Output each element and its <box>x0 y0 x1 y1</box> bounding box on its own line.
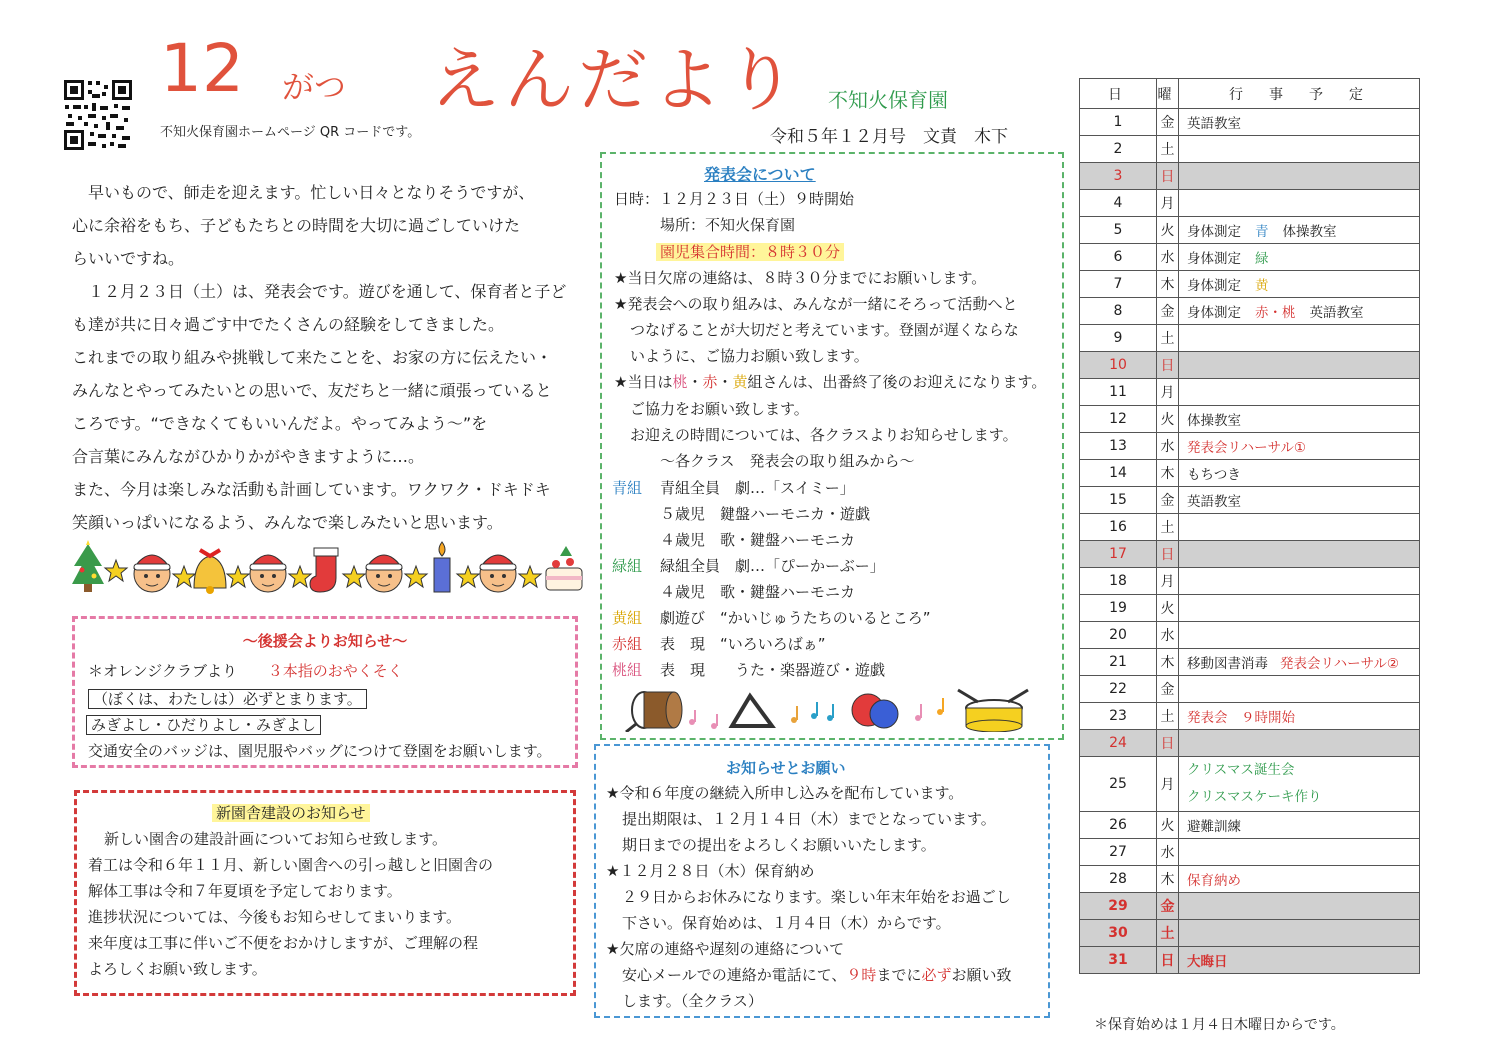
calendar-weekday: 火 <box>1157 217 1179 244</box>
calendar-row <box>1080 406 1420 433</box>
contact-mid: までに <box>876 966 922 984</box>
calendar-day: 20 <box>1080 622 1157 649</box>
calendar-day: 28 <box>1080 866 1157 893</box>
calendar-weekday: 土 <box>1157 325 1179 352</box>
notice-line: 提出期限は、１２月１４日（木）までとなっています。 <box>622 810 996 828</box>
program-class: 青組 <box>612 479 643 497</box>
calendar-event-text: 保育納め <box>1187 873 1241 889</box>
calendar-weekday: 日 <box>1157 947 1179 974</box>
program-text: ５歳児 鍵盤ハーモニカ・遊戯 <box>660 505 871 523</box>
construction-line: 新しい園舎の建設計画についてお知らせ致します。 <box>104 830 448 848</box>
calendar-day: 17 <box>1080 541 1157 568</box>
calendar-day: 13 <box>1080 433 1157 460</box>
calendar-event-text: 発表会 ９時開始 <box>1187 710 1295 726</box>
kouenkai-line3-text: みぎよし・ひだりよし・みぎよし <box>86 715 321 735</box>
contact-hour-unit: 時 <box>861 966 877 984</box>
calendar-row <box>1080 622 1420 649</box>
calendar-row <box>1080 163 1420 190</box>
pickup-suffix: 組さんは、出番終了後のお迎えになります。 <box>747 373 1047 391</box>
calendar-day: 31 <box>1080 947 1157 974</box>
kouenkai-line2-text: （ぼくは、わたしは）必ずとまります。 <box>88 689 367 709</box>
program-row <box>612 527 931 553</box>
calendar-row <box>1080 703 1420 730</box>
calendar-event-class: 緑 <box>1255 251 1269 267</box>
calendar-event <box>1179 649 1420 676</box>
notice-line: 下さい。保育始めは、１月４日（木）からです。 <box>622 914 951 932</box>
calendar-day: 1 <box>1080 109 1157 136</box>
calendar-header-day: 日 <box>1080 79 1157 109</box>
recital-date: 日時：１２月２３日（土）９時開始 <box>614 190 855 208</box>
star-icon <box>289 566 311 587</box>
calendar-weekday: 月 <box>1157 190 1179 217</box>
pickup-aka: 赤 <box>702 373 718 391</box>
calendar-event-text: 発表会リハーサル① <box>1187 440 1307 456</box>
calendar-weekday: 木 <box>1157 271 1179 298</box>
calendar-body <box>1080 109 1420 974</box>
calendar-day: 7 <box>1080 271 1157 298</box>
calendar-event <box>1179 514 1420 541</box>
star-icon <box>343 566 365 587</box>
program-row <box>612 501 931 527</box>
calendar-event <box>1179 893 1420 920</box>
calendar-weekday: 日 <box>1157 730 1179 757</box>
calendar-row <box>1080 271 1420 298</box>
program-text: 表 現 うた・楽器遊び・遊戯 <box>660 661 886 679</box>
calendar-event <box>1179 541 1420 568</box>
star-icon <box>105 560 127 581</box>
calendar-row <box>1080 514 1420 541</box>
calendar-event-text: 身体測定 <box>1187 305 1241 321</box>
calendar-row <box>1080 325 1420 352</box>
star-icon <box>457 566 479 587</box>
calendar-event-text: クリスマス誕生会 <box>1187 762 1295 778</box>
calendar-row <box>1080 757 1420 812</box>
calendar-event <box>1179 271 1420 298</box>
calendar-event <box>1179 595 1420 622</box>
qr-code <box>62 78 134 152</box>
intro-line: も達が共に日々過ごす中でたくさんの経験をしてきました。 <box>72 315 505 334</box>
program-row <box>612 657 931 683</box>
calendar-weekday: 土 <box>1157 136 1179 163</box>
calendar-weekday: 月 <box>1157 379 1179 406</box>
notice-contact-line <box>622 962 1011 988</box>
calendar-event-text: もちつき <box>1187 467 1241 483</box>
recital-note: ★当日欠席の連絡は、８時３０分までにお願いします。 <box>614 269 987 287</box>
issue-info: 令和５年１２月号 文責 木下 <box>770 127 1008 147</box>
program-text: 緑組全員 劇…「ぴーかーぶー」 <box>660 557 885 575</box>
notice-line: 期日までの提出をよろしくお願いいたします。 <box>622 836 936 854</box>
construction-heading <box>212 800 370 826</box>
calendar-note: ＊保育始めは１月４日木曜日からです。 <box>1094 1017 1345 1033</box>
calendar-weekday: 金 <box>1157 893 1179 920</box>
calendar-event-text: 身体測定 <box>1187 224 1241 240</box>
calendar-weekday: 水 <box>1157 244 1179 271</box>
calendar-row <box>1080 730 1420 757</box>
calendar-event-class: 青 <box>1255 224 1269 240</box>
calendar-day: 25 <box>1080 757 1157 812</box>
calendar-weekday: 木 <box>1157 649 1179 676</box>
construction-heading-text: 新園舎建設のお知らせ <box>212 804 370 822</box>
calendar-event <box>1179 703 1420 730</box>
calendar-weekday: 月 <box>1157 568 1179 595</box>
calendar-event <box>1179 812 1420 839</box>
calendar-day: 21 <box>1080 649 1157 676</box>
notice-line: ★令和６年度の継続入所申し込みを配布しています。 <box>606 784 964 802</box>
music-note-icon <box>915 698 943 721</box>
calendar-event <box>1179 460 1420 487</box>
calendar-header <box>1080 79 1420 109</box>
calendar-row <box>1080 217 1420 244</box>
intro-line: 合言葉にみんながひかりかがやきますように…。 <box>72 447 425 466</box>
calendar-weekday: 金 <box>1157 487 1179 514</box>
calendar-row <box>1080 812 1420 839</box>
kouenkai-line1 <box>88 658 403 684</box>
calendar-event <box>1179 298 1420 325</box>
bell-icon <box>194 550 226 594</box>
calendar-row <box>1080 541 1420 568</box>
calendar-weekday: 水 <box>1157 839 1179 866</box>
program-text: 劇遊び “かいじゅうたちのいるところ” <box>660 609 931 627</box>
recital-note: ★発表会への取り組みは、みんなが一緒にそろって活動へと <box>614 295 1018 313</box>
calendar-weekday: 木 <box>1157 460 1179 487</box>
calendar-row <box>1080 244 1420 271</box>
recital-gather-time <box>656 239 844 265</box>
calendar-event <box>1179 379 1420 406</box>
recital-place: 場所：不知火保育園 <box>660 216 796 234</box>
triangle-icon <box>732 696 772 726</box>
calendar-event <box>1179 866 1420 893</box>
calendar-row <box>1080 190 1420 217</box>
calendar-row <box>1080 893 1420 920</box>
calendar-day: 8 <box>1080 298 1157 325</box>
program-class: 緑組 <box>612 557 643 575</box>
candle-icon <box>434 542 450 592</box>
calendar-row <box>1080 595 1420 622</box>
calendar-weekday: 日 <box>1157 352 1179 379</box>
intro-line: 早いもので、師走を迎えます。忙しい日々となりそうですが、 <box>88 183 535 202</box>
calendar-event <box>1179 622 1420 649</box>
pickup-ki: 黄 <box>732 373 748 391</box>
calendar-day: 5 <box>1080 217 1157 244</box>
calendar-day: 23 <box>1080 703 1157 730</box>
intro-line: これまでの取り組みや挑戦して来たことを、お家の方に伝えたい・ <box>72 348 553 367</box>
contact-must: 必ず <box>921 966 952 984</box>
recital-heading: 発表会について <box>704 165 816 184</box>
program-class: 赤組 <box>612 635 643 653</box>
construction-line: 着工は令和６年１１月、新しい園舎への引っ越しと旧園舎の <box>88 856 494 874</box>
notices-heading: お知らせとお願い <box>726 759 846 777</box>
star-icon <box>405 566 427 587</box>
calendar-event <box>1179 839 1420 866</box>
calendar-event <box>1179 136 1420 163</box>
calendar-weekday: 土 <box>1157 703 1179 730</box>
intro-line: １２月２３日（土）は、発表会です。遊びを通して、保育者と子ど <box>88 282 567 301</box>
pickup-dot: ・ <box>687 373 703 391</box>
calendar-day: 4 <box>1080 190 1157 217</box>
page-title: えんだより <box>430 39 800 121</box>
construction-line: よろしくお願い致します。 <box>88 960 267 978</box>
program-text: ４歳児 歌・鍵盤ハーモニカ <box>660 583 856 601</box>
calendar-day: 18 <box>1080 568 1157 595</box>
santa-boy-icon <box>366 555 402 592</box>
calendar-day: 9 <box>1080 325 1157 352</box>
recital-pickup-note: お迎えの時間については、各クラスよりお知らせします。 <box>630 426 1018 444</box>
intro-line: 笑顔いっぱいになるよう、みんなで楽しみたいと思います。 <box>72 513 503 532</box>
kouenkai-line1-prefix: ＊オレンジクラブより <box>88 662 237 680</box>
calendar-day: 3 <box>1080 163 1157 190</box>
calendar-row <box>1080 920 1420 947</box>
calendar-weekday: 月 <box>1157 757 1179 812</box>
calendar-day: 11 <box>1080 379 1157 406</box>
calendar-row <box>1080 298 1420 325</box>
calendar-event <box>1179 163 1420 190</box>
calendar-day: 15 <box>1080 487 1157 514</box>
calendar-row <box>1080 568 1420 595</box>
kouenkai-line4: 交通安全のバッジは、園児服やバッグにつけて登園をお願いします。 <box>88 742 552 760</box>
calendar-row <box>1080 676 1420 703</box>
recital-gather-time-text: 園児集合時間：８時３０分 <box>656 243 844 261</box>
calendar-day: 22 <box>1080 676 1157 703</box>
calendar-row <box>1080 839 1420 866</box>
kouenkai-rule: ３本指のおやくそく <box>267 662 403 680</box>
calendar-event-text: 避難訓練 <box>1187 819 1241 835</box>
music-note-icon <box>791 702 833 723</box>
calendar-weekday: 金 <box>1157 109 1179 136</box>
calendar-weekday: 日 <box>1157 163 1179 190</box>
recital-program-list <box>612 475 931 683</box>
calendar-event <box>1179 730 1420 757</box>
program-row <box>612 579 931 605</box>
calendar-row <box>1080 460 1420 487</box>
calendar-event <box>1179 244 1420 271</box>
calendar-header-event: 行 事 予 定 <box>1179 79 1420 109</box>
title-month-number: 12 <box>160 30 244 107</box>
music-decoration-row <box>622 688 1042 732</box>
calendar-weekday: 金 <box>1157 676 1179 703</box>
santa-boy-icon <box>480 555 516 592</box>
recital-note: つなげることが大切だと考えています。登園が遅くならな <box>630 321 1019 339</box>
calendar-event <box>1179 190 1420 217</box>
santa-boy-icon <box>250 555 286 592</box>
calendar-event <box>1179 217 1420 244</box>
construction-text <box>88 826 493 982</box>
calendar-header-weekday: 曜 <box>1157 79 1179 109</box>
calendar-day: 27 <box>1080 839 1157 866</box>
calendar-event <box>1179 568 1420 595</box>
stocking-icon <box>310 548 338 592</box>
calendar-event-text: 体操教室 <box>1282 224 1337 240</box>
calendar-weekday: 木 <box>1157 866 1179 893</box>
calendar-event-text: 移動図書消毒 <box>1187 656 1268 672</box>
program-text: ４歳児 歌・鍵盤ハーモニカ <box>660 531 856 549</box>
calendar-day: 14 <box>1080 460 1157 487</box>
calendar-event-text: 英語教室 <box>1309 305 1364 321</box>
construction-line: 解体工事は令和７年夏頃を予定しております。 <box>88 882 402 900</box>
notice-line: します。（全クラス） <box>622 992 763 1010</box>
program-class: 桃組 <box>612 661 643 679</box>
calendar-event <box>1179 406 1420 433</box>
calendar-event <box>1179 947 1420 974</box>
calendar-day: 19 <box>1080 595 1157 622</box>
recital-note: いように、ご協力お願い致します。 <box>630 347 869 365</box>
calendar-weekday: 土 <box>1157 514 1179 541</box>
program-row <box>612 475 931 501</box>
calendar-event <box>1179 920 1420 947</box>
pickup-prefix: ★当日は <box>614 373 673 391</box>
calendar-weekday: 火 <box>1157 812 1179 839</box>
tree-icon <box>72 540 104 592</box>
kouenkai-line3 <box>86 712 321 738</box>
program-text: 表 現 “いろいろばぁ” <box>660 635 826 653</box>
cake-icon <box>546 546 582 590</box>
calendar-day: 26 <box>1080 812 1157 839</box>
drum-icon <box>626 692 682 732</box>
event-calendar <box>1079 78 1420 974</box>
calendar-weekday: 日 <box>1157 541 1179 568</box>
christmas-decoration-row <box>70 540 590 596</box>
intro-line: また、今月は楽しみな活動も計画しています。ワクワク・ドキドキ <box>72 480 551 499</box>
calendar-event <box>1179 433 1420 460</box>
kouenkai-heading: ～後援会よりお知らせ～ <box>242 632 408 650</box>
calendar-event <box>1179 757 1420 812</box>
castanets-icon <box>852 694 898 728</box>
notice-line: ★欠席の連絡や遅刻の連絡について <box>606 940 845 958</box>
calendar-weekday: 火 <box>1157 595 1179 622</box>
intro-line: みんなとやってみたいとの思いで、友だちと一緒に頑張っていると <box>72 381 552 400</box>
calendar-event-text: 体操教室 <box>1187 413 1241 429</box>
pickup-momo: 桃 <box>672 373 688 391</box>
program-class: 黄組 <box>612 609 643 627</box>
star-icon <box>173 566 195 587</box>
recital-program-heading: ～各クラス 発表会の取り組みから～ <box>660 452 915 470</box>
calendar-row <box>1080 379 1420 406</box>
calendar-event <box>1179 676 1420 703</box>
calendar-event-text: 英語教室 <box>1187 494 1241 510</box>
star-icon <box>519 566 541 587</box>
calendar-row <box>1080 947 1420 974</box>
notice-line: ★１２月２８日（木）保育納め <box>606 862 815 880</box>
qr-caption: 不知火保育園ホームページ QR コードです。 <box>160 125 421 140</box>
calendar-row <box>1080 136 1420 163</box>
calendar-day: 16 <box>1080 514 1157 541</box>
kouenkai-line2 <box>88 686 367 712</box>
calendar-event-text: 身体測定 <box>1187 251 1241 267</box>
calendar-event <box>1179 352 1420 379</box>
calendar-row <box>1080 649 1420 676</box>
star-icon <box>227 566 249 587</box>
calendar-row <box>1080 433 1420 460</box>
pickup-dot: ・ <box>717 373 733 391</box>
construction-line: 来年度は工事に伴いご不便をおかけしますが、ご理解の程 <box>88 934 479 952</box>
construction-line: 進捗状況については、今後もお知らせしてまいります。 <box>88 908 462 926</box>
calendar-event-text: 大晦日 <box>1187 954 1228 970</box>
calendar-row <box>1080 352 1420 379</box>
title-month-suffix: がつ <box>282 68 347 106</box>
calendar-day: 2 <box>1080 136 1157 163</box>
program-row <box>612 605 931 631</box>
calendar-day: 24 <box>1080 730 1157 757</box>
calendar-event <box>1179 487 1420 514</box>
calendar-row <box>1080 109 1420 136</box>
calendar-event-text: 英語教室 <box>1187 116 1241 132</box>
calendar-day: 6 <box>1080 244 1157 271</box>
calendar-event-text: 身体測定 <box>1187 278 1241 294</box>
calendar-day: 10 <box>1080 352 1157 379</box>
intro-line: らいいですね。 <box>72 249 185 268</box>
intro-text <box>72 176 566 539</box>
calendar-weekday: 水 <box>1157 433 1179 460</box>
intro-line: 心に余裕をもち、子どもたちとの時間を大切に過ごしていけた <box>72 216 521 235</box>
calendar-event <box>1179 325 1420 352</box>
calendar-weekday: 水 <box>1157 622 1179 649</box>
contact-suffix: お願い致 <box>951 966 1012 984</box>
calendar-event <box>1179 109 1420 136</box>
school-name: 不知火保育園 <box>828 88 948 112</box>
program-text: 青組全員 劇…「スイミー」 <box>660 479 855 497</box>
music-note-icon <box>689 710 717 729</box>
recital-pickup-line <box>614 369 1046 395</box>
recital-pickup-note: ご協力をお願い致します。 <box>630 400 809 418</box>
calendar-event-text: 発表会リハーサル② <box>1280 656 1400 672</box>
calendar-day: 12 <box>1080 406 1157 433</box>
calendar-row <box>1080 487 1420 514</box>
contact-hour: ９ <box>846 966 862 984</box>
contact-prefix: 安心メールでの連絡か電話にて、 <box>622 966 847 984</box>
calendar-day: 30 <box>1080 920 1157 947</box>
notice-line: ２９日からお休みになります。楽しい年末年始をお過ごし <box>622 888 1011 906</box>
program-row <box>612 631 931 657</box>
calendar-event-text: クリスマスケーキ作り <box>1187 789 1322 805</box>
snare-drum-icon <box>958 690 1028 732</box>
santa-girl-icon <box>134 555 170 592</box>
calendar-weekday: 土 <box>1157 920 1179 947</box>
program-row <box>612 553 931 579</box>
calendar-row <box>1080 866 1420 893</box>
calendar-weekday: 金 <box>1157 298 1179 325</box>
calendar-day: 29 <box>1080 893 1157 920</box>
calendar-weekday: 火 <box>1157 406 1179 433</box>
calendar-event-class: 黄 <box>1255 278 1269 294</box>
intro-line: ころです。“できなくてもいいんだよ。やってみよう～”を <box>72 414 488 433</box>
calendar-event-class: 赤・桃 <box>1255 305 1296 321</box>
